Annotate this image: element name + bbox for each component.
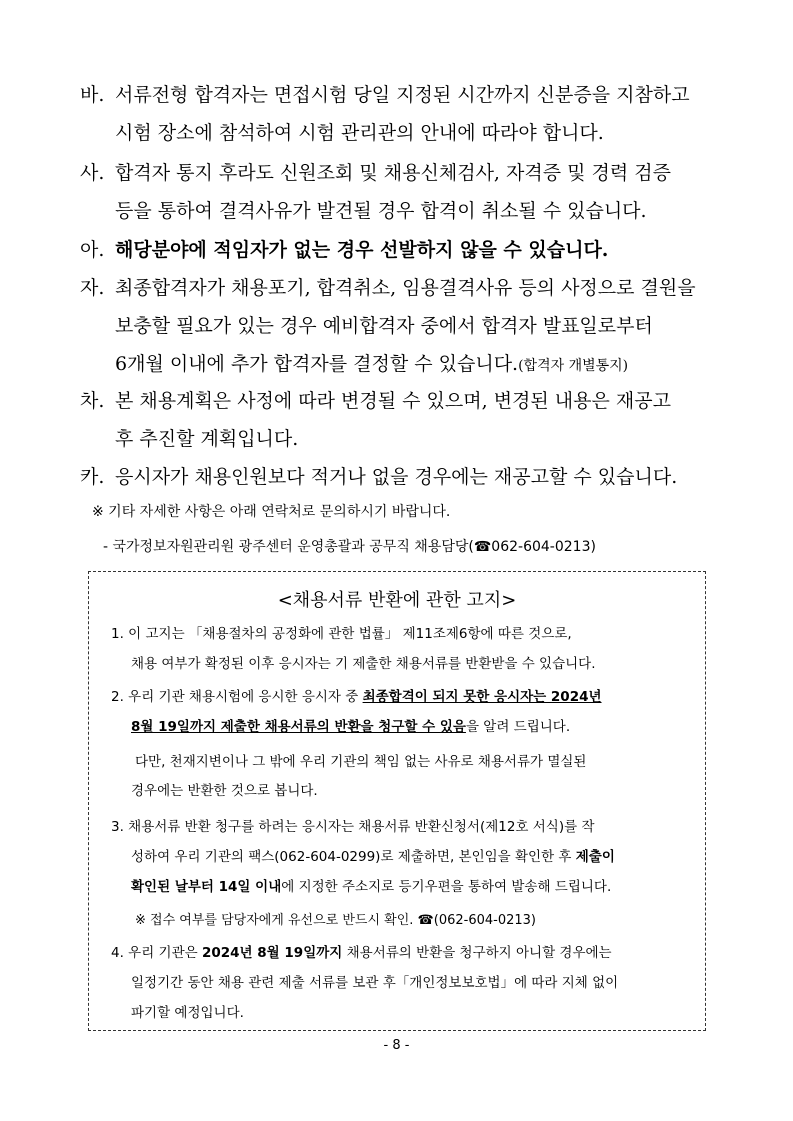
p4-text: 채용서류의 반환을 청구하지 아니할 경우에는 [342, 945, 612, 961]
p1-line2: 채용 여부가 확정된 이후 응시자는 기 제출한 채용서류를 반환받을 수 있습니다. [131, 656, 596, 672]
p3-text: 에 지정한 주소지로 등기우편을 통하여 발송해 드립니다. [281, 879, 612, 895]
p4-emphasis: 2024년 8월 19일까지 [201, 945, 343, 961]
item-text: 응시자가 채용인원보다 적거나 없을 경우에는 재공고할 수 있습니다. [115, 466, 678, 488]
p1-line1: 1. 이 고지는 「채용절차의 공정화에 관한 법률」 제11조제6항에 따른 것으로, [111, 626, 572, 642]
item-suffix: (합격자 개별통지) [518, 358, 629, 374]
etc-note: ※ 기타 자세한 사항은 아래 연락처로 문의하시기 바랍니다. [92, 504, 451, 520]
p3-emphasis: 확인된 날부터 14일 이내 [131, 879, 282, 895]
item-text: 시험 장소에 참석하여 시험 관리관의 안내에 따라야 합니다. [115, 122, 604, 144]
item-text: 보충할 필요가 있는 경우 예비합격자 중에서 합격자 발표일로부터 [115, 315, 653, 337]
p2-text: 을 알려 드립니다. [465, 719, 571, 735]
p3-text: 성하여 우리 기관의 팩스(062-604-0299)로 제출하면, 본인임을 확인한 후 [131, 849, 576, 865]
item-text: 서류전형 합격자는 면접시험 당일 지정된 시간까지 신분증을 지참하고 [115, 84, 690, 106]
notice-title: <채용서류 반환에 관한 고지> [277, 590, 517, 611]
p4-line2: 일정기간 동안 채용 관련 제출 서류를 보관 후「개인정보보호법」에 따라 지체 없이 [131, 975, 619, 991]
item-marker: 차. [80, 390, 105, 412]
p3-line1: 3. 채용서류 반환 청구를 하려는 응시자는 채용서류 반환신청서(제12호 서식)를 작 [111, 819, 595, 835]
item-marker: 사. [80, 162, 105, 184]
item-text: 합격자 통지 후라도 신원조회 및 채용신체검사, 자격증 및 경력 검증 [115, 162, 671, 184]
p2b-line1: 다만, 천재지변이나 그 밖에 우리 기관의 책임 없는 사유로 채용서류가 멸실된 [135, 754, 587, 770]
item-marker: 바. [80, 84, 105, 106]
p3-note: ※ 접수 여부를 담당자에게 유선으로 반드시 확인. ☎(062-604-0213) [135, 913, 536, 928]
p2-text: 2. 우리 기관 채용시험에 응시한 응시자 중 [111, 689, 363, 705]
p3-line3 [131, 875, 611, 895]
p4-line1 [111, 941, 612, 961]
item-text-main: 6개월 이내에 추가 합격자를 결정할 수 있습니다. [115, 353, 519, 375]
item-text: 등을 통하여 결격사유가 발견될 경우 합격이 취소될 수 있습니다. [115, 200, 647, 222]
p2-emphasis: 최종합격이 되지 못한 응시자는 2024년 [362, 689, 602, 705]
p2-line2 [131, 715, 570, 735]
item-marker: 자. [80, 277, 105, 299]
item-text: 최종합격자가 채용포기, 합격취소, 임용결격사유 등의 사정으로 결원을 [115, 277, 696, 299]
return-notice-box [88, 571, 706, 1031]
item-text: 본 채용계획은 사정에 따라 변경될 수 있으며, 변경된 내용은 재공고 [115, 390, 671, 412]
item-text [115, 349, 628, 376]
p2-line1 [111, 685, 602, 705]
p4-line3: 파기할 예정입니다. [131, 1005, 244, 1021]
item-marker: 아. [80, 239, 105, 261]
item-marker: 카. [80, 466, 105, 488]
p4-text: 4. 우리 기관은 [111, 945, 202, 961]
p2b-line2: 경우에는 반환한 것으로 봅니다. [131, 783, 318, 799]
p3-emphasis: 제출이 [575, 849, 615, 865]
page-number: - 8 - [383, 1038, 410, 1053]
contact-note: - 국가정보자원관리원 광주센터 운영총괄과 공무직 채용담당(☎062-604-0213) [103, 539, 596, 555]
p2-emphasis: 8월 19일까지 제출한 채용서류의 반환을 청구할 수 있음 [131, 719, 466, 735]
p3-line2 [131, 845, 615, 865]
item-text: 후 추진할 계획입니다. [115, 428, 299, 450]
item-text: 해당분야에 적임자가 없는 경우 선발하지 않을 수 있습니다. [115, 239, 609, 261]
